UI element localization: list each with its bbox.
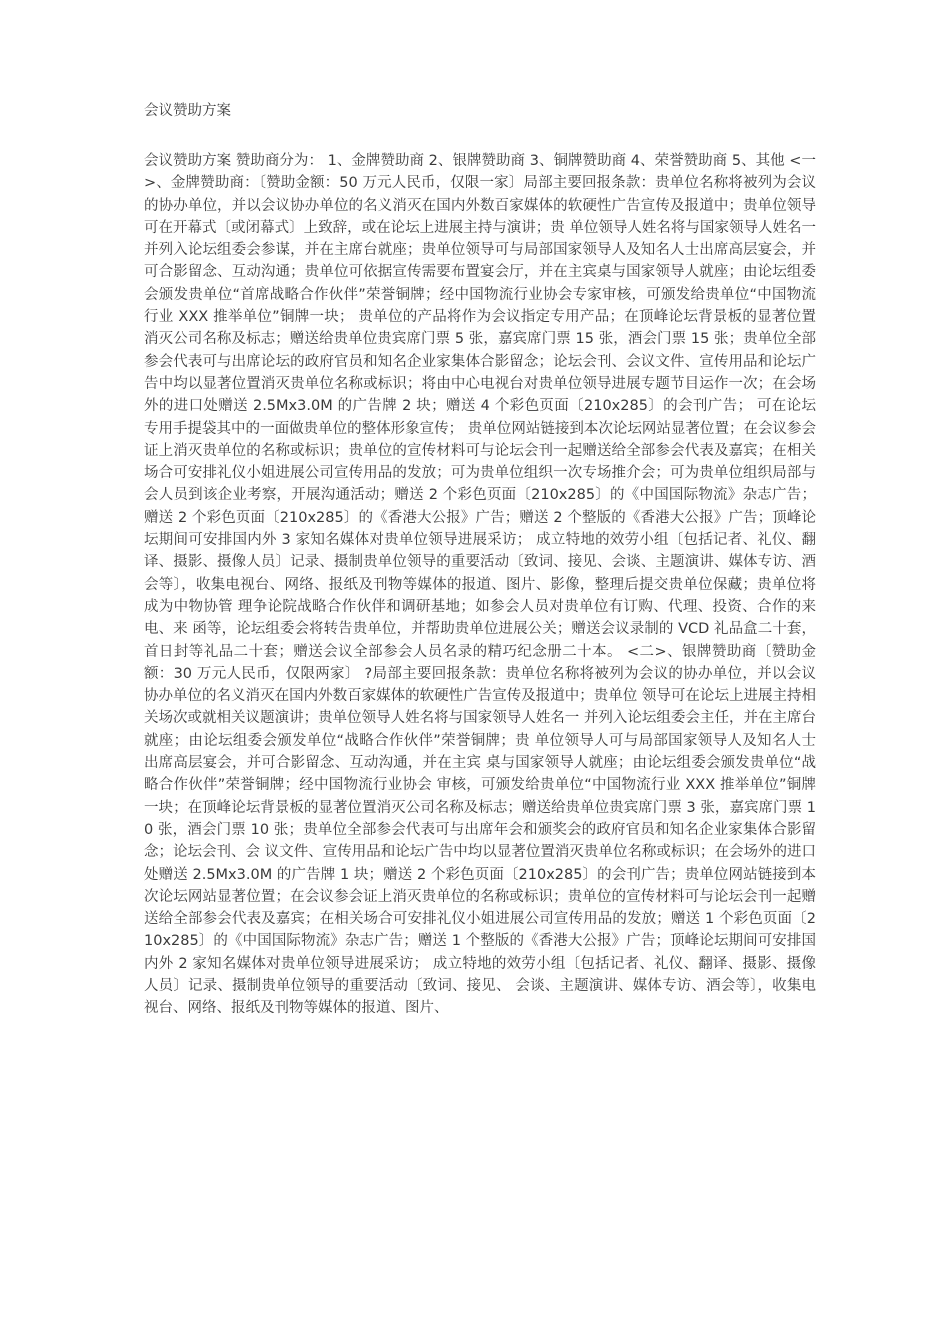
document-page: [144, 100, 816, 1020]
document-body: 会议赞助方案 赞助商分为： 1、金牌赞助商 2、银牌赞助商 3、铜牌赞助商 4、荣誉赞助商 5、其他 <一>、金牌赞助商：〔赞助金额：50 万元人民币，仅限一家〕局部主要回报条款：贵单位名称将被列为会议的协办单位，并以会议协办单位的名义消灭在国内外数百家媒体的软硬性广告宣传及报道中；贵单位领导可在开幕式〔或闭幕式〕上致辞，或在论坛上进展主持与演讲；贵 单位领导人姓名将与国家领导人姓名一并列入论坛组委会参谋，并在主席台就座；贵单位领导可与局部国家领导人及知名人士出席高层宴会，并可合影留念、互动沟通；贵单位可依据宣传需要布置宴会厅，并在主宾桌与国家领导人就座；由论坛组委会颁发贵单位“首席战略合作伙伴”荣誉铜牌；经中国物流行业协会专家审核，可颁发给贵单位“中国物流行业 XXX 推举单位”铜牌一块； 贵单位的产品将作为会议指定专用产品；在顶峰论坛背景板的显著位置消灭公司名称及标志；赠送给贵单位贵宾席门票 5 张，嘉宾席门票 15 张，酒会门票 15 张；贵单位全部参会代表可与出席论坛的政府官员和知名企业家集体合影留念；论坛会刊、会议文件、宣传用品和论坛广告中均以显著位置消灭贵单位名称或标识；将由中心电视台对贵单位领导进展专题节目运作一次；在会场外的进口处赠送 2.5Mx3.0M 的广告牌 2 块；赠送 4 个彩色页面〔210x285〕的会刊广告； 可在论坛专用手提袋其中的一面做贵单位的整体形象宣传； 贵单位网站链接到本次论坛网站显著位置；在会议参会证上消灭贵单位的名称或标识；贵单位的宣传材料可与论坛会刊一起赠送给全部参会代表及嘉宾；在相关场合可安排礼仪小姐进展公司宣传用品的发放；可为贵单位组织一次专场推介会；可为贵单位组织局部与会人员到该企业考察，开展沟通活动；赠送 2 个彩色页面〔210x285〕的《中国国际物流》杂志广告；赠送 2 个彩色页面〔210x285〕的《香港大公报》广告；赠送 2 个整版的《香港大公报》广告；顶峰论坛期间可安排国内外 3 家知名媒体对贵单位领导进展采访； 成立特地的效劳小组〔包括记者、礼仪、翻译、摄影、摄像人员〕记录、摄制贵单位领导的重要活动〔致词、接见、会谈、主题演讲、媒体专访、酒会等〕，收集电视台、网络、报纸及刊物等媒体的报道、图片、影像，整理后提交贵单位保藏；贵单位将成为中物协管 理争论院战略合作伙伴和调研基地；如参会人员对贵单位有订购、代理、投资、合作的来电、来 函等，论坛组委会将转告贵单位，并帮助贵单位进展公关；赠送会议录制的 VCD 礼品盒二十套， 首日封等礼品二十套；赠送会议全部参会人员名录的精巧纪念册二十本。 <二>、银牌赞助商〔赞助金额：30 万元人民币，仅限两家〕 ?局部主要回报条款：贵单位名称将被列为会议的协办单位，并以会议协办单位的名义消灭在国内外数百家媒体的软硬性广告宣传及报道中；贵单位 领导可在论坛上进展主持相关场次或就相关议题演讲；贵单位领导人姓名将与国家领导人姓名一 并列入论坛组委会主任，并在主席台就座；由论坛组委会颁发单位“战略合作伙伴”荣誉铜牌；贵 单位领导人可与局部国家领导人及知名人士出席高层宴会，并可合影留念、互动沟通，并在主宾 桌与国家领导人就座；由论坛组委会颁发贵单位“战略合作伙伴”荣誉铜牌；经中国物流行业协会 审核，可颁发给贵单位“中国物流行业 XXX 推举单位”铜牌一块；在顶峰论坛背景板的显著位置消灭公司名称及标志；赠送给贵单位贵宾席门票 3 张，嘉宾席门票 10 张，酒会门票 10 张；贵单位全部参会代表可与出席年会和颁奖会的政府官员和知名企业家集体合影留念；论坛会刊、会 议文件、宣传用品和论坛广告中均以显著位置消灭贵单位名称或标识；在会场外的进口处赠送 2.5Mx3.0M 的广告牌 1 块；赠送 2 个彩色页面〔210x285〕的会刊广告；贵单位网站链接到本次论坛网站显著位置；在会议参会证上消灭贵单位的名称或标识；贵单位的宣传材料可与论坛会刊一起赠送给全部参会代表及嘉宾；在相关场合可安排礼仪小姐进展公司宣传用品的发放；赠送 1 个彩色页面〔210x285〕的《中国国际物流》杂志广告；赠送 1 个整版的《香港大公报》广告；顶峰论坛期间可安排国内外 2 家知名媒体对贵单位领导进展采访； 成立特地的效劳小组〔包括记者、礼仪、翻译、摄影、摄像人员〕记录、摄制贵单位领导的重要活动〔致词、接见、 会谈、主题演讲、媒体专访、酒会等〕，收集电视台、网络、报纸及刊物等媒体的报道、图片、: [144, 153, 816, 1017]
document-title: 会议赞助方案: [144, 103, 231, 119]
